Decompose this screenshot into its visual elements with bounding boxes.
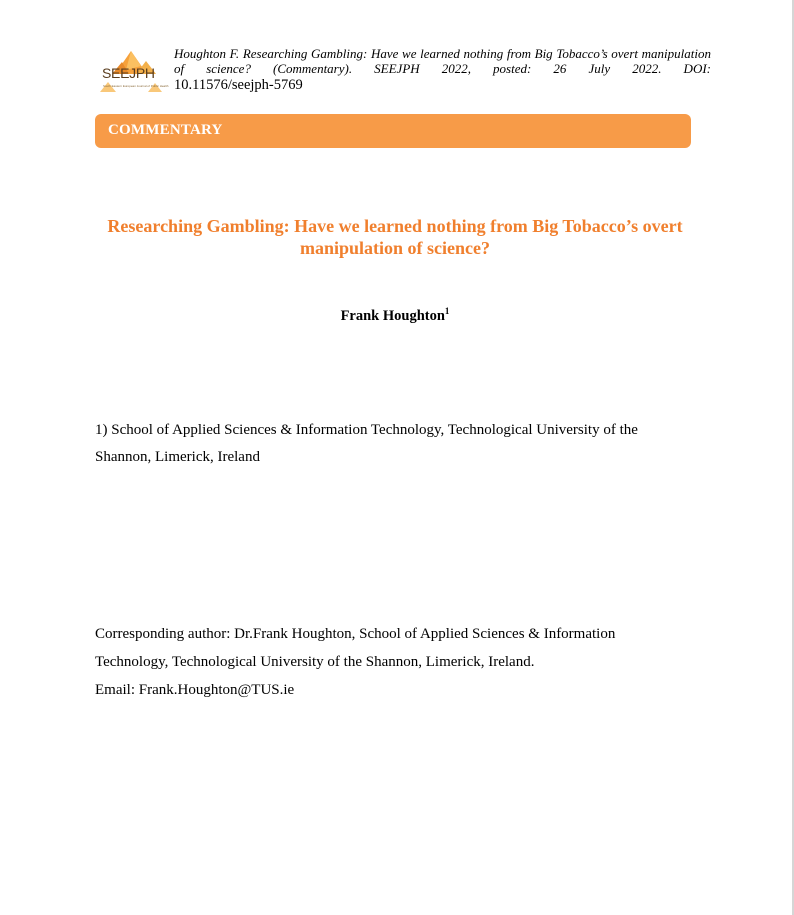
- affiliation-block: [95, 417, 715, 471]
- article-title-line-2: manipulation of science?: [299, 238, 490, 258]
- correspondence-block: [95, 620, 715, 704]
- article-title: [80, 215, 710, 259]
- page-header: [100, 46, 711, 96]
- seejph-logo: [100, 48, 169, 96]
- correspondence-email: Email: Frank.Houghton@TUS.ie: [95, 682, 295, 698]
- section-banner: [95, 114, 691, 148]
- author-name: Frank Houghton: [340, 307, 445, 324]
- logo-wordmark: SEEJPH: [102, 65, 155, 81]
- affiliation-line-1: 1) School of Applied Sciences & Information Technology, Technological University of the: [95, 422, 638, 438]
- section-banner-label: COMMENTARY: [108, 122, 223, 138]
- doi-text: 10.11576/seejph-5769: [174, 77, 303, 93]
- citation-text: Houghton F. Researching Gambling: Have we learned nothing from Big Tobacco’s overt manipulation of science? (Commentary). SEEJPH 2022, posted: 26 July 2022. DOI:: [174, 46, 711, 76]
- author-line: [0, 306, 790, 325]
- logo-subtext: South Eastern European Journal of Public Health: [103, 84, 169, 88]
- correspondence-line-1: Corresponding author: Dr.Frank Houghton, School of Applied Sciences & Information: [95, 626, 616, 642]
- article-title-line-1: Researching Gambling: Have we learned nothing from Big Tobacco’s overt: [107, 216, 683, 236]
- author-affiliation-marker: 1: [444, 306, 450, 316]
- affiliation-line-2: Shannon, Limerick, Ireland: [95, 449, 260, 465]
- correspondence-line-2: Technology, Technological University of the Shannon, Limerick, Ireland.: [95, 654, 535, 670]
